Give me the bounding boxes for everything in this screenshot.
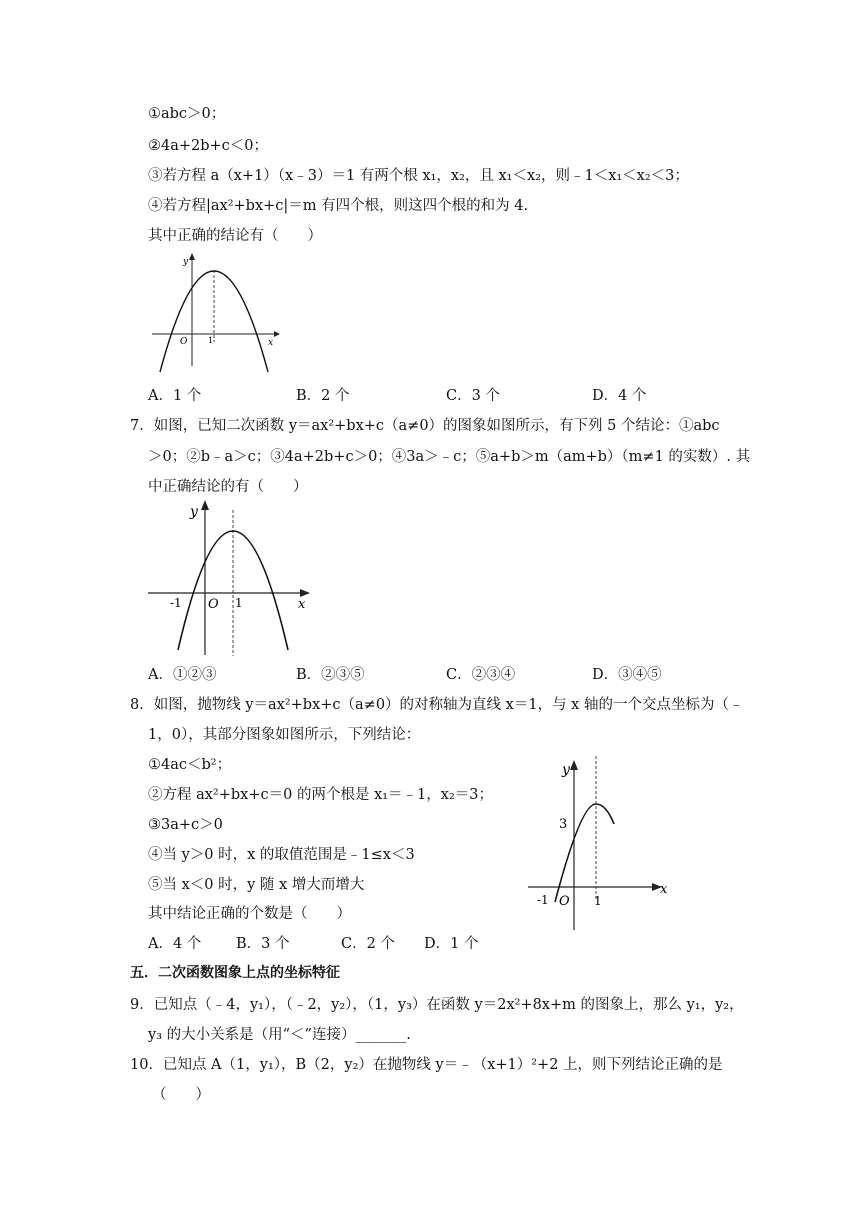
q7-tick-neg-1: -1 [170, 596, 182, 610]
q9-line-2: y₃ 的大小关系是（用“＜”连接）_______. [148, 1027, 411, 1043]
q7-x-arrow [300, 589, 310, 597]
q8-option-a: A．4 个 [148, 936, 202, 952]
q10-line-2: （ ） [152, 1087, 210, 1103]
q8-tick-3: 3 [559, 817, 568, 832]
q7-tick-1: 1 [235, 596, 243, 610]
q6-option-a: A．1 个 [148, 388, 202, 404]
q6-option-c: C．3 个 [446, 388, 500, 404]
q6-parabola-graph [140, 250, 290, 380]
q8-conclusion-2: ②方程 ax²+bx+c＝0 的两个根是 x₁＝﹣1，x₂＝3； [148, 787, 493, 803]
q7-y-arrow [201, 500, 209, 510]
q7-line-3: 中正确结论的有（ ） [148, 479, 308, 495]
q6-origin-label: O [180, 337, 188, 347]
q6-conclusion-1: ①abc＞0； [148, 106, 226, 122]
q8-option-c: C．2 个 [341, 936, 395, 952]
q8-conclusion-5: ⑤当 x＜0 时，y 随 x 增大而增大 [148, 877, 365, 893]
q10-line-1: 10．已知点 A（1，y₁），B（2，y₂）在抛物线 y＝﹣（x+1）²+2 上，则下列结论正确的是 [130, 1057, 723, 1073]
q6-x-arrow [274, 331, 280, 337]
q6-conclusion-2: ②4a+2b+c＜0； [148, 138, 269, 154]
q7-origin-label: O [208, 597, 219, 612]
q8-conclusion-3: ③3a+c＞0 [148, 817, 223, 833]
q6-question: 其中正确的结论有（ ） [148, 228, 322, 244]
q6-conclusion-4: ④若方程|ax²+bx+c|＝m 有四个根，则这四个根的和为 4. [148, 198, 529, 214]
q8-option-d: D．1 个 [424, 936, 479, 952]
q6-y-arrow [189, 253, 195, 260]
q9-line-1: 9．已知点（﹣4，y₁），（﹣2，y₂），（1，y₃）在函数 y＝2x²+8x+m 的图象上，那么 y₁，y₂， [130, 997, 744, 1013]
q8-line-2: 1，0），其部分图象如图所示，下列结论： [148, 727, 421, 743]
q8-tick-1: 1 [594, 894, 602, 908]
q8-conclusion-4: ④当 y＞0 时，x 的取值范围是﹣1≤x＜3 [148, 847, 415, 863]
q6-option-d: D．4 个 [592, 388, 647, 404]
q7-x-label: x [298, 597, 306, 612]
q7-option-c: C．②③④ [446, 667, 516, 683]
q8-y-label: y [562, 762, 570, 778]
q7-option-a: A．①②③ [148, 667, 217, 683]
q8-x-label: x [660, 882, 668, 897]
q6-tick-1: 1 [208, 336, 214, 345]
q7-line-2: ＞0；②b﹣a＞c；③4a+2b+c＞0；④3a＞﹣c；⑤a+b＞m（am+b）（m≠1 的实数）. 其 [148, 449, 751, 465]
q6-option-b: B．2 个 [296, 388, 350, 404]
q6-y-label: y [183, 257, 189, 267]
q8-y-arrow [570, 760, 578, 770]
q7-line-1: 7．如图，已知二次函数 y＝ax²+bx+c（a≠0）的图象如图所示，有下列 5 个结论：①abc [130, 418, 720, 434]
q8-tick-neg-1: -1 [537, 893, 549, 907]
q8-option-b: B．3 个 [236, 936, 290, 952]
q8-conclusion-1: ①4ac＜b²； [148, 757, 232, 773]
q7-option-b: B．②③⑤ [296, 667, 365, 683]
q6-x-label: x [268, 338, 274, 348]
q8-parabola-graph [522, 756, 672, 936]
section-heading: 五．二次函数图象上点的坐标特征 [130, 965, 340, 981]
q7-y-label: y [190, 504, 198, 520]
q6-conclusion-3: ③若方程 a（x+1）（x﹣3）＝1 有两个根 x₁，x₂，且 x₁＜x₂，则﹣1＜x₁＜x₂＜3； [148, 168, 689, 184]
q8-origin-label: O [559, 894, 570, 909]
q8-question: 其中结论正确的个数是（ ） [148, 906, 351, 922]
q7-parabola-graph [140, 500, 320, 660]
q7-option-d: D．③④⑤ [592, 667, 662, 683]
q8-line-1: 8．如图，抛物线 y＝ax²+bx+c（a≠0）的对称轴为直线 x＝1，与 x 轴的一个交点坐标为（﹣ [130, 697, 744, 713]
